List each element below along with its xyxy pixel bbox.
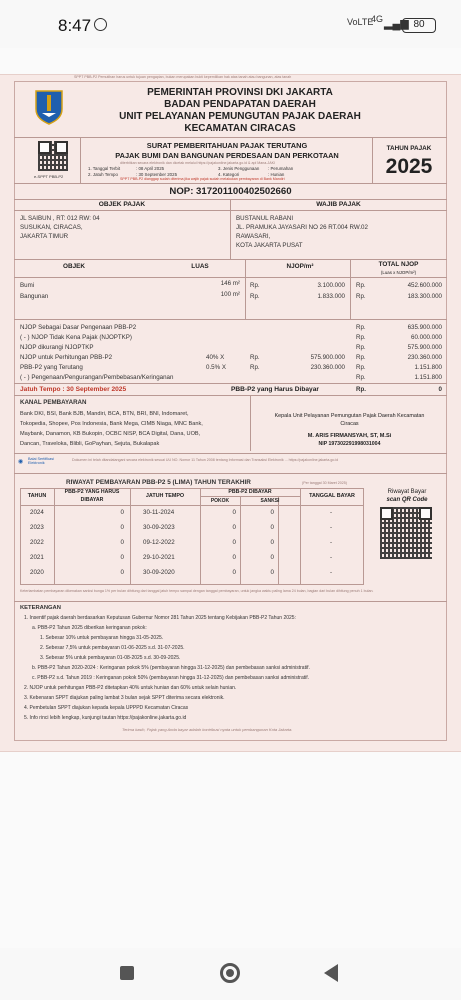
hist-pokok: 0 xyxy=(232,569,236,576)
bsre-label: Balai Sertifikasi Elektronik xyxy=(28,457,54,465)
bottom-note: Terima kasih, Pajak yang Anda bayar adalah kontribusi nyata untuk pembangunan Kota Jakarta. xyxy=(122,727,293,732)
row-njop: 3.100.000 xyxy=(317,282,345,289)
calc-mid: 230.360.000 xyxy=(310,364,345,371)
row-rp: Rp. xyxy=(250,282,260,289)
hist-tahun: 2023 xyxy=(30,524,44,531)
hist-jatuh: 30-09-2020 xyxy=(143,569,175,576)
harus-dibayar-label: PBB-P2 yang Harus Dibayar xyxy=(231,386,319,393)
keterangan-item: 1. Insentif pajak daerah berdasarkan Keputusan Gubernur Nomor 281 Tahun 2025 tentang Kebijakan PBB-P2 Tahun 2025: xyxy=(24,615,296,621)
row-objek: Bangunan xyxy=(20,293,49,300)
hist-jatuh: 30-09-2023 xyxy=(143,524,175,531)
red-note: SPPT PBB-P2 dianggap sudah diterima jika wajib pajak sudah melakukan pembayaran di Bank Mandiri xyxy=(120,177,285,181)
hist-col-sanksi: SANKSI xyxy=(260,498,280,504)
col-total-sub: (Luas x NJOP/m²) xyxy=(380,270,417,275)
clock: 8:47 xyxy=(58,16,92,35)
jatuh-tempo-red: Jatuh Tempo : 30 September 2025 xyxy=(20,386,127,393)
jenis-label: 3. Jenis Penggunaan xyxy=(218,166,260,171)
hist-sanksi: 0 xyxy=(270,509,274,516)
calc-label: NJOP untuk Perhitungan PBB-P2 xyxy=(20,354,113,361)
hist-tahun: 2021 xyxy=(30,554,44,561)
document-viewer[interactable] xyxy=(0,48,461,948)
calc-rp: Rp. xyxy=(250,364,260,371)
hist-col-tahun: TAHUN xyxy=(27,493,47,499)
history-note: Keterlambatan pembayaran dikenakan sanksi bunga 1% per bulan dihitung dari tanggal jatuh tempo sampai dengan tanggal pembayaran, untuk jangka waktu paling lama 24 bulan, bagian dari bulan dihitung penuh 1 bulan. xyxy=(20,589,374,593)
header-unit: UNIT PELAYANAN PEMUNGUTAN PAJAK DAERAH xyxy=(119,111,361,122)
row-njop: 1.833.000 xyxy=(317,293,345,300)
wajib-pajak-header: WAJIB PAJAK xyxy=(316,201,361,208)
kategori-value: : Hunian xyxy=(268,172,285,177)
hist-sanksi: 0 xyxy=(270,524,274,531)
battery-icon: 80 xyxy=(402,18,436,33)
hist-harus: 0 xyxy=(120,524,124,531)
hist-harus: 0 xyxy=(120,569,124,576)
top-note: SPPT PBB-P2 Pemutihan harus untuk tujuan pengapian, bukan merupakan bukti kepemilikan hak atas tanah atau bangunan, atas tanah xyxy=(74,75,292,79)
hist-tgl: - xyxy=(330,554,333,561)
row-rp: Rp. xyxy=(356,282,366,289)
calc-value: 575.900.000 xyxy=(407,344,442,351)
hist-harus: 0 xyxy=(120,554,124,561)
row-rp: Rp. xyxy=(356,293,366,300)
tahun-pajak-label: TAHUN PAJAK xyxy=(386,145,432,152)
tanggal-terbit-value: : 08 April 2025 xyxy=(136,166,165,171)
header-gov: PEMERINTAH PROVINSI DKI JAKARTA xyxy=(147,87,333,98)
calc-label: NJOP dikurangi NJOPTKP xyxy=(20,344,94,351)
hist-pokok: 0 xyxy=(232,554,236,561)
kanal-line: Maybank, Danamon, KB Bukopin, OCBC NISP, BCA Digital, Dana, UOB, xyxy=(20,431,201,437)
home-button[interactable] xyxy=(220,963,240,983)
row-total: 183.300.000 xyxy=(407,293,442,300)
back-button[interactable] xyxy=(324,964,338,982)
dki-jakarta-logo xyxy=(34,89,64,125)
col-total: TOTAL NJOP xyxy=(378,261,419,268)
wp-address-line: KOTA JAKARTA PUSAT xyxy=(236,242,303,249)
header-district: KECAMATAN CIRACAS xyxy=(184,123,296,134)
hist-pokok: 0 xyxy=(232,524,236,531)
op-address-line: SUSUKAN, CIRACAS, xyxy=(20,224,83,231)
keterangan-item: 5. Info rinci lebih lengkap, kunjungi tautan https://pajakonline.jakarta.go.id xyxy=(24,715,187,721)
hist-jatuh: 30-11-2024 xyxy=(143,509,175,516)
sub-note: diterbitkan secara elektronik dan dicetak melalui https://pajakonline.jakarta.go.id & apl Mana-JAKI xyxy=(120,161,276,165)
android-nav-bar xyxy=(0,948,461,1000)
keterangan-item: 3. Kebenaran SPPT diajukan paling lambat 3 bulan sejak SPPT diterima secara elektronik. xyxy=(24,695,225,701)
hist-tahun: 2022 xyxy=(30,539,44,546)
col-objek: OBJEK xyxy=(62,263,86,270)
wp-address-line: RAWASARI, xyxy=(236,233,271,240)
hist-sanksi: 0 xyxy=(270,539,274,546)
calc-label: ( - ) Pengenaan/Pengurangan/Pembebasan/Keringanan xyxy=(20,374,174,381)
tanggal-terbit-label: 1. Tanggal Terbit xyxy=(88,166,121,171)
bsre-note: Dokumen ini telah ditandatangani secara elektronik sesuai UU NO. Nomor 11 Tahun 2008 tentang Informasi dan Transaksi Elektronik ... https://pajakonline.jakarta.go.id xyxy=(72,458,339,462)
signer-name: M. ARIS FIRMANSYAH, ST, M.Si xyxy=(307,433,392,439)
kepala-line: Kepala Unit Pelayanan Pemungutan Pajak Daerah Kecamatan xyxy=(274,413,425,419)
nop-number: NOP: 317201100402502660 xyxy=(169,186,292,197)
jenis-value: : Perumahan xyxy=(268,166,294,171)
hist-col-tgl: TANGGAL BAYAR xyxy=(309,493,355,499)
keterangan-item: 1. Sebesar 10% untuk pembayaran hingga 31-05-2025. xyxy=(40,635,164,641)
calc-value: 230.360.000 xyxy=(407,354,442,361)
harus-dibayar-value: 0 xyxy=(438,386,442,393)
hist-sanksi: 0 xyxy=(270,569,274,576)
harus-dibayar-rp: Rp. xyxy=(356,386,366,393)
keterangan-item: 3. Sebesar 5% untuk pembayaran 01-08-2025 s.d. 30-09-2025. xyxy=(40,655,181,661)
jatuh-tempo-label: 2. Jatuh Tempo xyxy=(88,172,118,177)
calc-label: PBB-P2 yang Terutang xyxy=(20,364,83,371)
hist-tahun: 2020 xyxy=(30,569,44,576)
wp-name: BUSTANUL RABANI xyxy=(236,215,294,222)
row-total: 452.600.000 xyxy=(407,282,442,289)
hist-tgl: - xyxy=(330,569,333,576)
hist-col-jatuh: JATUH TEMPO xyxy=(145,493,185,499)
status-bar xyxy=(0,0,461,48)
row-luas: 100 m² xyxy=(220,291,240,298)
keterangan-item: a. PBB-P2 Tahun 2025 diberikan keringanan pokok: xyxy=(32,625,147,631)
hist-harus: 0 xyxy=(120,509,124,516)
kepala-line: Ciracas xyxy=(340,421,359,427)
hist-col-pokok: POKOK xyxy=(210,498,230,504)
hist-jatuh: 09-12-2022 xyxy=(143,539,175,546)
sppt-qr-code xyxy=(38,141,68,171)
calc-rp: Rp. xyxy=(356,344,366,351)
kanal-line: Dancan, Traveloka, Blibli, GoPayhan, Sejuta, Bukalapak xyxy=(20,441,160,447)
hist-pokok: 0 xyxy=(232,539,236,546)
hist-jatuh: 29-10-2021 xyxy=(143,554,175,561)
op-address-line: JAKARTA TIMUR xyxy=(20,233,69,240)
col-njop: NJOP/m² xyxy=(286,263,314,270)
row-rp: Rp. xyxy=(250,293,260,300)
tahun-pajak: 2025 xyxy=(385,155,433,178)
calc-label: ( - ) NJOP Tidak Kena Pajak (NJOPTKP) xyxy=(20,334,132,341)
calc-rp: Rp. xyxy=(356,354,366,361)
hist-tgl: - xyxy=(330,524,333,531)
calc-mid: 575.900.000 xyxy=(310,354,345,361)
whatsapp-icon xyxy=(94,18,107,31)
hist-tgl: - xyxy=(330,539,333,546)
keterangan-item: c. PBB-P2 s.d. Tahun 2019 : Keringanan pokok 50% (pembayaran hingga 31-12-2025) dan pembebasan sanksi administratif. xyxy=(32,675,310,681)
riwayat-qr-code[interactable] xyxy=(380,507,432,559)
calc-rp: Rp. xyxy=(356,364,366,371)
title-pbb: PAJAK BUMI DAN BANGUNAN PERDESAAN DAN PERKOTAAN xyxy=(115,151,339,160)
objek-pajak-header: OBJEK PAJAK xyxy=(98,201,146,208)
calc-value: 1.151.800 xyxy=(414,374,442,381)
hist-harus: 0 xyxy=(120,539,124,546)
kategori-label: 4. Kategori xyxy=(218,172,240,177)
riwayat-bayar-label: Riwayat Bayar xyxy=(387,489,427,495)
calc-label: NJOP Sebagai Dasar Pengenaan PBB-P2 xyxy=(20,324,137,331)
calc-rp: Rp. xyxy=(356,374,366,381)
recent-apps-button[interactable] xyxy=(120,966,134,980)
calc-pct: 0.5% X xyxy=(206,364,226,371)
signal-icon: ▂▄▆ xyxy=(384,18,409,30)
riwayat-header: RIWAYAT PEMBAYARAN PBB-P2 5 (LIMA) TAHUN TERAKHIR xyxy=(66,479,251,486)
hist-pokok: 0 xyxy=(232,509,236,516)
op-address-line: JL SAIBUN , RT: 012 RW: 04 xyxy=(20,215,100,222)
volte-icon: VoLTE xyxy=(347,17,374,27)
calc-pct: 40% X xyxy=(206,354,225,361)
calc-rp: Rp. xyxy=(250,354,260,361)
hist-col-dibayar: PBB-P2 DIBAYAR xyxy=(228,489,272,495)
wp-address-line: JL. PRAMUKA JAYASARI NO 26 RT.004 RW.02 xyxy=(236,224,368,231)
keterangan-item: 2. NJOP untuk perhitungan PBB-P2 ditetapkan 40% untuk hunian dan 60% untuk selain hunian. xyxy=(24,685,237,691)
row-luas: 146 m² xyxy=(220,280,240,287)
calc-value: 635.900.000 xyxy=(407,324,442,331)
kanal-line: Tokopedia, Shopee, Pos Indonesia, Bank Mega, CIMB Niaga, MNC Bank, xyxy=(20,421,203,427)
sppt-label: e-SPPT PBB-P2 xyxy=(34,174,64,179)
calc-rp: Rp. xyxy=(356,334,366,341)
bsre-logo-icon: ◉ xyxy=(18,459,24,465)
riwayat-sub: (Per tanggal 30 Maret 2025) xyxy=(302,481,347,485)
hist-tahun: 2024 xyxy=(30,509,44,516)
jatuh-tempo-value: : 30 September 2025 xyxy=(136,172,178,177)
kanal-line: Bank DKI, BSI, Bank BJB, Mandiri, BCA, BTN, BRI, BNI, Indomaret, xyxy=(20,411,189,417)
row-objek: Bumi xyxy=(20,282,35,289)
keterangan-item: b. PBB-P2 Tahun 2020-2024 : Keringanan pokok 5% (pembayaran hingga 31-12-2025) dan pembebasan sanksi administratif. xyxy=(32,665,310,671)
keterangan-item: 4. Pembetulan SPPT diajukan kepada kepala UPPPD Kecamatan Ciracas xyxy=(24,705,189,711)
sppt-document xyxy=(0,74,461,752)
hist-tgl: - xyxy=(330,509,333,516)
hist-col-harus: PBB-P2 YANG HARUS DIBAYAR xyxy=(64,489,120,503)
header-agency: BADAN PENDAPATAN DAERAH xyxy=(164,99,316,110)
title-sppt: SURAT PEMBERITAHUAN PAJAK TERUTANG xyxy=(146,141,308,150)
calc-value: 60.000.000 xyxy=(411,334,442,341)
calc-rp: Rp. xyxy=(356,324,366,331)
signer-nip: NIP 197302291998031004 xyxy=(318,441,381,447)
kanal-header: KANAL PEMBAYARAN xyxy=(20,399,87,406)
keterangan-header: KETERANGAN xyxy=(20,605,61,611)
keterangan-item: 2. Sebesar 7,5% untuk pembayaran 01-06-2025 s.d. 31-07-2025. xyxy=(40,645,185,651)
hist-sanksi: 0 xyxy=(270,554,274,561)
network-type: 4G xyxy=(371,14,384,24)
calc-value: 1.151.800 xyxy=(414,364,442,371)
col-luas: LUAS xyxy=(191,263,209,270)
scan-qr-label: scan QR Code xyxy=(386,497,428,503)
